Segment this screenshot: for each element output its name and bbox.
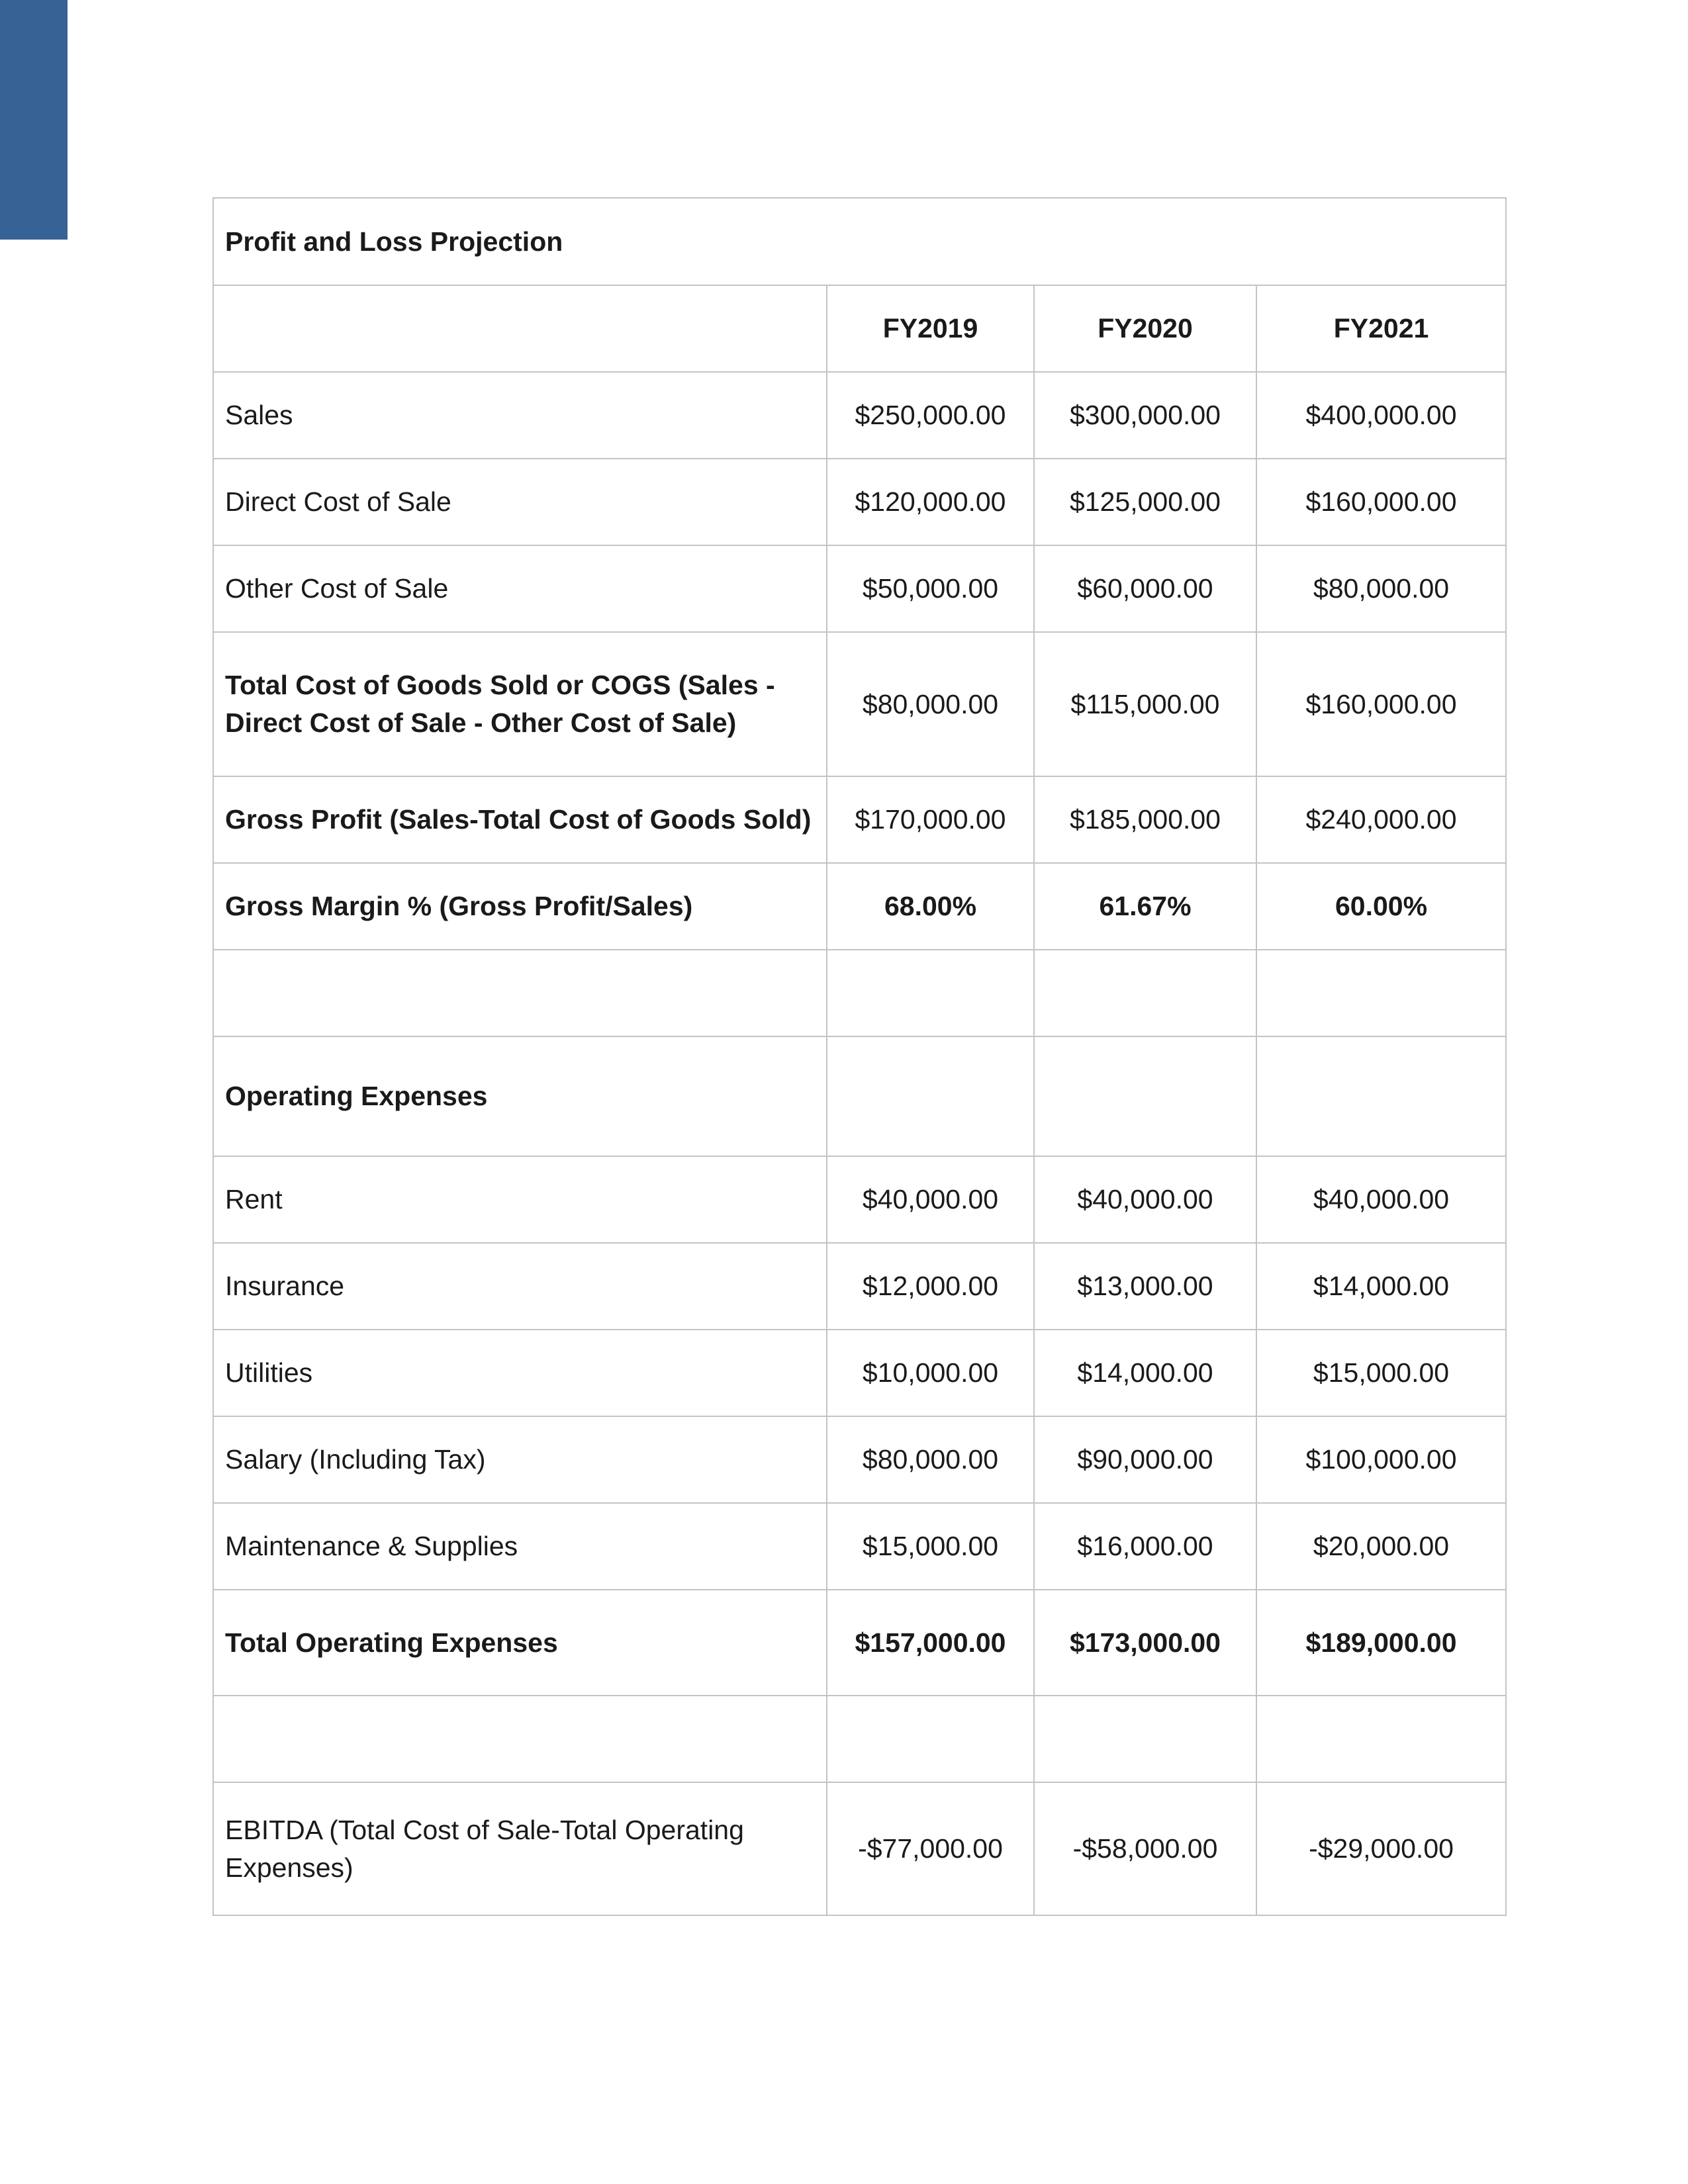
column-header-fy2021: FY2021 (1256, 285, 1506, 372)
row-value-fy2021: $40,000.00 (1256, 1156, 1506, 1243)
row-value-fy2021: $100,000.00 (1256, 1416, 1506, 1503)
table-row (213, 372, 1506, 459)
table-row (213, 863, 1506, 950)
row-value-fy2021: $189,000.00 (1256, 1590, 1506, 1696)
table-row (213, 1036, 1506, 1156)
row-value-fy2021: $80,000.00 (1256, 545, 1506, 632)
table-row (213, 1243, 1506, 1330)
row-value-fy2019: $157,000.00 (827, 1590, 1034, 1696)
row-value-fy2019: $40,000.00 (827, 1156, 1034, 1243)
row-value-fy2020: -$58,000.00 (1034, 1782, 1256, 1915)
table-row (213, 950, 1506, 1036)
accent-bar (0, 0, 68, 240)
row-label: Direct Cost of Sale (213, 459, 827, 545)
table-row (213, 776, 1506, 863)
row-label: Other Cost of Sale (213, 545, 827, 632)
row-value-fy2019: $170,000.00 (827, 776, 1034, 863)
row-value-fy2019: -$77,000.00 (827, 1782, 1034, 1915)
row-label: Gross Margin % (Gross Profit/Sales) (213, 863, 827, 950)
table-row (213, 1156, 1506, 1243)
row-value-fy2019 (827, 1036, 1034, 1156)
table-row (213, 1782, 1506, 1915)
row-label: Rent (213, 1156, 827, 1243)
row-value-fy2020: $13,000.00 (1034, 1243, 1256, 1330)
row-label: Maintenance & Supplies (213, 1503, 827, 1590)
column-header-fy2020: FY2020 (1034, 285, 1256, 372)
row-label: Gross Profit (Sales-Total Cost of Goods Sold) (213, 776, 827, 863)
table-title-row (213, 198, 1506, 285)
row-value-fy2020: $14,000.00 (1034, 1330, 1256, 1416)
row-label: Operating Expenses (213, 1036, 827, 1156)
table-row (213, 1416, 1506, 1503)
row-label: Salary (Including Tax) (213, 1416, 827, 1503)
row-value-fy2019: $250,000.00 (827, 372, 1034, 459)
row-value-fy2021 (1256, 950, 1506, 1036)
row-value-fy2020: $185,000.00 (1034, 776, 1256, 863)
table-title: Profit and Loss Projection (213, 198, 1506, 285)
table-row (213, 545, 1506, 632)
row-value-fy2021 (1256, 1036, 1506, 1156)
row-value-fy2019: $50,000.00 (827, 545, 1034, 632)
row-value-fy2019: $10,000.00 (827, 1330, 1034, 1416)
table-row (213, 632, 1506, 776)
table-row (213, 459, 1506, 545)
row-value-fy2021: -$29,000.00 (1256, 1782, 1506, 1915)
row-value-fy2020 (1034, 1696, 1256, 1782)
row-value-fy2020: $90,000.00 (1034, 1416, 1256, 1503)
row-value-fy2021: $240,000.00 (1256, 776, 1506, 863)
row-value-fy2019: $12,000.00 (827, 1243, 1034, 1330)
profit-loss-table (212, 197, 1507, 1916)
row-value-fy2019: $80,000.00 (827, 632, 1034, 776)
table-row (213, 1696, 1506, 1782)
row-value-fy2019 (827, 1696, 1034, 1782)
row-value-fy2020: $300,000.00 (1034, 372, 1256, 459)
row-label (213, 950, 827, 1036)
row-value-fy2021: $14,000.00 (1256, 1243, 1506, 1330)
table-row (213, 1503, 1506, 1590)
row-value-fy2020: $115,000.00 (1034, 632, 1256, 776)
row-value-fy2021: $400,000.00 (1256, 372, 1506, 459)
row-value-fy2020: $60,000.00 (1034, 545, 1256, 632)
row-value-fy2019: 68.00% (827, 863, 1034, 950)
row-value-fy2021: $160,000.00 (1256, 632, 1506, 776)
table-row (213, 1330, 1506, 1416)
column-header-fy2019: FY2019 (827, 285, 1034, 372)
row-value-fy2021: $160,000.00 (1256, 459, 1506, 545)
row-value-fy2019: $120,000.00 (827, 459, 1034, 545)
row-label: Total Operating Expenses (213, 1590, 827, 1696)
row-label: EBITDA (Total Cost of Sale-Total Operating Expenses) (213, 1782, 827, 1915)
row-value-fy2020 (1034, 1036, 1256, 1156)
row-label: Total Cost of Goods Sold or COGS (Sales - Direct Cost of Sale - Other Cost of Sale) (213, 632, 827, 776)
row-value-fy2021: $15,000.00 (1256, 1330, 1506, 1416)
row-value-fy2020: $40,000.00 (1034, 1156, 1256, 1243)
row-label (213, 1696, 827, 1782)
row-value-fy2020: $173,000.00 (1034, 1590, 1256, 1696)
row-label: Insurance (213, 1243, 827, 1330)
row-label: Sales (213, 372, 827, 459)
row-value-fy2020 (1034, 950, 1256, 1036)
header-blank-cell (213, 285, 827, 372)
table-header-row (213, 285, 1506, 372)
row-label: Utilities (213, 1330, 827, 1416)
row-value-fy2021: 60.00% (1256, 863, 1506, 950)
row-value-fy2021: $20,000.00 (1256, 1503, 1506, 1590)
table-row (213, 1590, 1506, 1696)
row-value-fy2019: $80,000.00 (827, 1416, 1034, 1503)
row-value-fy2019 (827, 950, 1034, 1036)
row-value-fy2020: $16,000.00 (1034, 1503, 1256, 1590)
row-value-fy2021 (1256, 1696, 1506, 1782)
row-value-fy2020: $125,000.00 (1034, 459, 1256, 545)
row-value-fy2020: 61.67% (1034, 863, 1256, 950)
row-value-fy2019: $15,000.00 (827, 1503, 1034, 1590)
